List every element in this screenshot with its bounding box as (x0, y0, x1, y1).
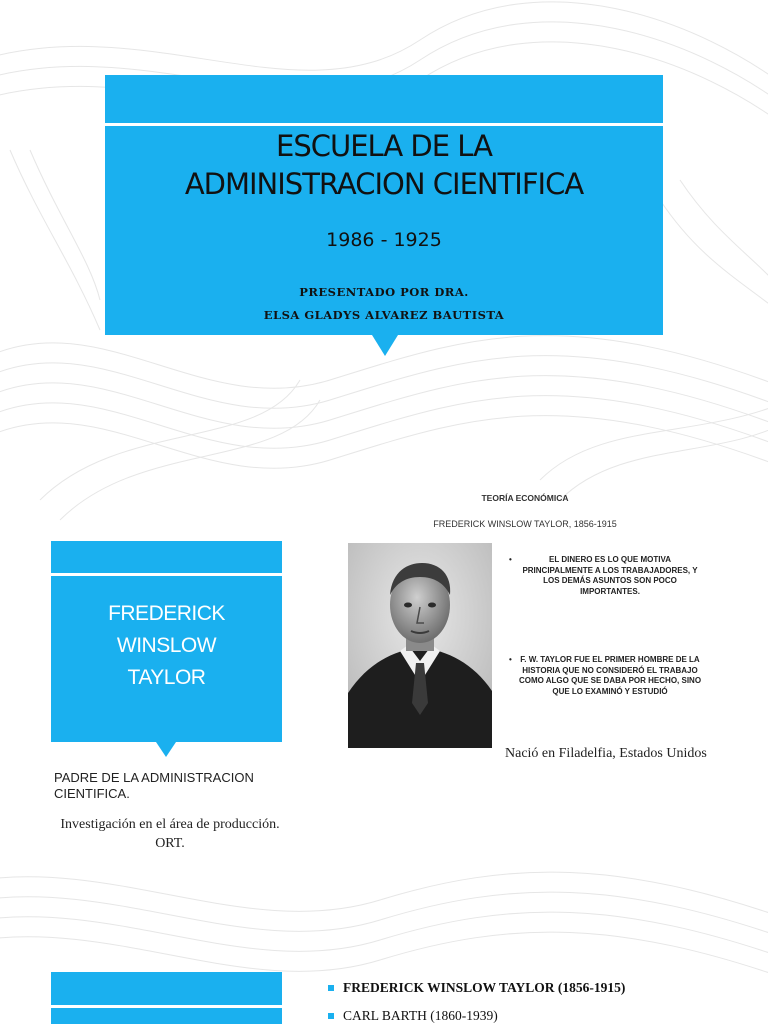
theory-bullet-first-man-text: F. W. TAYLOR FUE EL PRIMER HOMBRE DE LA HISTORIA QUE NO CONSIDERÓ EL TRABAJO COMO ALGO QUE SE DABA POR HECHO, SINO QUE LO EXAMINÓ Y ESTUDIÓ (518, 655, 702, 696)
authors-list (328, 974, 625, 1024)
economic-theory-subheading: FREDERICK WINSLOW TAYLOR, 1856-1915 (433, 519, 617, 529)
bullet-marker-2: • (509, 655, 512, 664)
taylor-portrait-photo (348, 543, 492, 748)
theory-bullet-money (509, 555, 705, 597)
economic-theory-image (340, 485, 710, 750)
birthplace-text: Nació en Filadelfia, Estados Unidos (505, 746, 707, 761)
list-item: FREDERICK WINSLOW TAYLOR (1856-1915) (328, 974, 625, 1002)
person-name-line2: WINSLOW (116, 634, 217, 657)
economic-theory-heading: TEORÍA ECONÓMICA (481, 493, 569, 503)
date-range: 1986 - 1925 (326, 229, 442, 251)
slide-title-line1: ESCUELA DE LA (276, 129, 492, 163)
slide3-banner (51, 972, 282, 1024)
title-banner (105, 75, 663, 335)
theory-bullet-first-man (509, 655, 705, 697)
slide3-banner-divider (51, 1005, 282, 1008)
person-name-line3: TAYLOR (127, 666, 206, 689)
name-banner-divider (51, 573, 282, 576)
presenter-credit (105, 281, 663, 327)
title-banner-divider (105, 123, 663, 126)
slide-title-line2: ADMINISTRACION CIENTIFICA (184, 167, 584, 201)
person-name (51, 598, 282, 694)
title-banner-pointer (372, 335, 398, 356)
slide-title (105, 127, 663, 203)
bullet-marker-1: • (509, 555, 512, 564)
list-item: CARL BARTH (1860-1939) (328, 1002, 625, 1024)
person-name-line1: FREDERICK (108, 602, 225, 625)
father-of-science-text: PADRE DE LA ADMINISTRACION CIENTIFICA. (54, 770, 254, 801)
presenter-line1: PRESENTADO POR DRA. (299, 285, 469, 299)
theory-bullet-money-text: EL DINERO ES LO QUE MOTIVA PRINCIPALMENTE A LOS TRABAJADORES, Y LOS DEMÁS ASUNTOS SON POCO IMPORTANTES. (522, 555, 698, 596)
research-text: Investigación en el área de producción. ORT. (60, 817, 280, 851)
presenter-line2: ELSA GLADYS ALVAREZ BAUTISTA (263, 308, 505, 322)
name-banner-pointer (156, 742, 176, 757)
name-banner (51, 541, 282, 742)
